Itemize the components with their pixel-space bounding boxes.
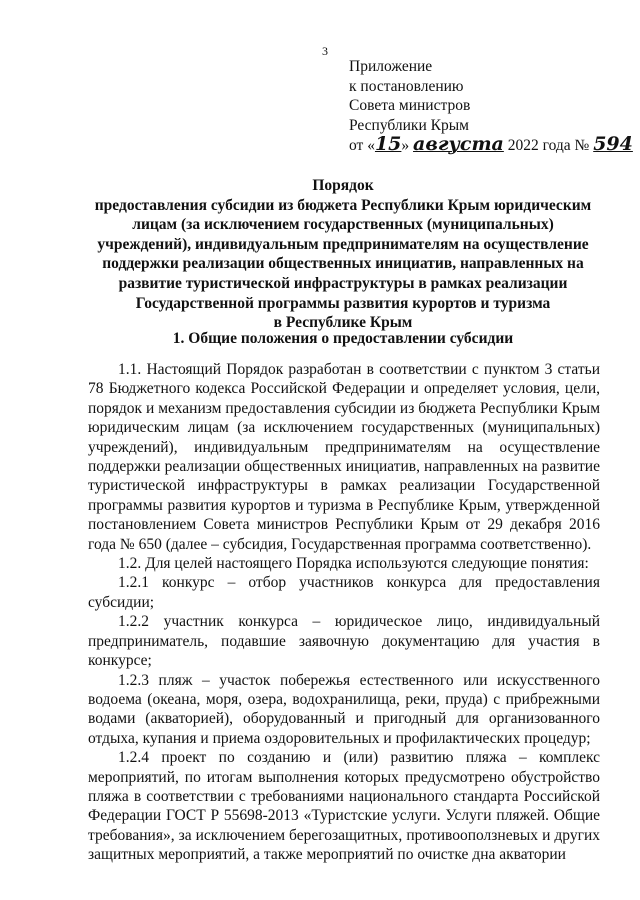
- paragraph-1-1: 1.1. Настоящий Порядок разработан в соответствии с пунктом 3 статьи 78 Бюджетного кодекса Российской Федерации и определяет условия, цели, порядок и механизм предоставления субсидии из бюджета Республики Крым юридическим лицам (за исключением государственных (муниципальных) учреждений), индивидуальным предпринимателям на осуществление поддержки реализации общественных инициатив, направленных на развитие туристической инфраструктуры в рамках реализации Государственной программы развития курортов и туризма в Республике Крым, утвержденной постановлением Совета министров Республики Крым от 29 декабря 2016 года № 650 (далее – субсидия, Государственная программа соответственно).: [88, 361, 600, 553]
- date-prefix: от «: [349, 137, 375, 154]
- page-number: 3: [322, 44, 328, 58]
- appendix-line-3: Совета министров: [349, 97, 471, 114]
- title-line-2: предоставления субсидии из бюджета Республики Крым юридическим: [94, 196, 592, 214]
- paragraph-1-2-4: 1.2.4 проект по созданию и (или) развитию пляжа – комплекс мероприятий, по итогам выполнения которых предусмотрено обустройство пляжа в соответствии с требованиями национального стандарта Российской Федерации ГОСТ Р 55698-2013 «Туристские услуги. Услуги пляжей. Общие требования», за исключением берегозащитных, противооползневых и других защитных мероприятий, а также мероприятий по очистке дна акватории: [88, 749, 600, 864]
- handwritten-number: 594: [593, 133, 633, 155]
- section-heading: 1. Общие положения о предоставлении субсидии: [172, 330, 514, 347]
- title-line-4: учреждений), индивидуальным предпринимателям на осуществление: [97, 235, 589, 253]
- title-line-1: Порядок: [312, 177, 374, 194]
- appendix-line-4: Республики Крым: [349, 116, 469, 134]
- paragraph-1-2-1: 1.2.1 конкурс – отбор участников конкурса для предоставления субсидии;: [88, 574, 600, 611]
- document-title: [88, 176, 598, 333]
- date-year-text: 2022 года №: [507, 137, 590, 154]
- title-line-8: в Республике Крым: [273, 314, 413, 332]
- appendix-date-line: [349, 135, 633, 156]
- title-line-5: поддержки реализации общественных инициатив, направленных на: [102, 255, 584, 273]
- appendix-line-1: Приложение: [349, 58, 433, 75]
- handwritten-day: 15: [374, 133, 402, 155]
- paragraph-1-2-3: 1.2.3 пляж – участок побережья естественного или искусственного водоема (океана, моря, озера, водохранилища, реки, пруда) с прибрежными водами (акваторией), оборудованный и пригодный для организованного отдыха, купания и приема оздоровительных и профилактических процедур;: [88, 671, 600, 747]
- title-line-6: развитие туристической инфраструктуры в рамках реализации: [118, 274, 568, 292]
- appendix-header: [349, 57, 633, 156]
- handwritten-month: августа: [413, 133, 504, 155]
- paragraph-1-2: 1.2. Для целей настоящего Порядка используются следующие понятия:: [118, 555, 589, 573]
- section-body: [88, 360, 600, 865]
- paragraph-1-2-2: 1.2.2 участник конкурса – юридическое лицо, индивидуальный предприниматель, подавшие заявочную документацию для участия в конкурсе;: [88, 613, 600, 670]
- date-day-suffix: »: [401, 137, 410, 154]
- title-line-3: лицам (за исключением государственных (муниципальных): [132, 216, 554, 234]
- appendix-line-2: к постановлению: [349, 77, 464, 95]
- title-line-7: Государственной программы развития курортов и туризма: [135, 294, 551, 312]
